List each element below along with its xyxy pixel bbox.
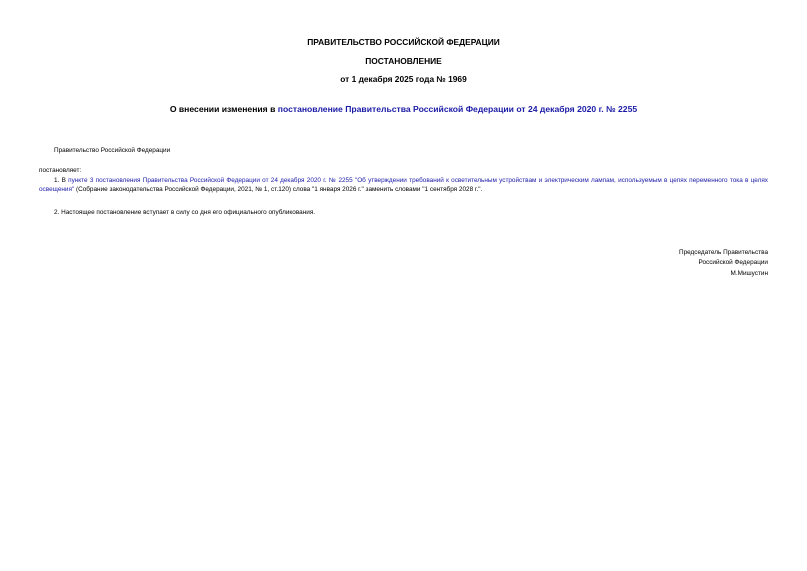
signature-position-line-2: Российской Федерации [698,259,768,266]
paragraph-2: 2. Настоящее постановление вступает в силу со дня его официального опубликования. [54,209,316,216]
document-type: ПОСТАНОВЛЕНИЕ [365,56,442,66]
government-header: ПРАВИТЕЛЬСТВО РОССИЙСКОЙ ФЕДЕРАЦИИ [307,37,500,47]
title-prefix: О внесении изменения в [169,104,278,114]
paragraph-1-suffix: (Собрание законодательства Российской Федерации, 2021, № 1, ст.120) слова "1 января 2026 г." заменить словами "1 сентября 2028 г.". [74,186,483,193]
paragraph-1-link[interactable]: пункте 3 постановления Правительства Российской Федерации от 24 декабря 2020 г. № 2255 "Об утверждении требований к осветительным устройствам и электрическим лампам, используемым в цепях переменного тока в целях освещения" [39,177,768,193]
issuer-line: Правительство Российской Федерации [54,147,171,154]
decrees-line: постановляет: [39,167,82,174]
signature-position-line-1: Председатель Правительства [679,249,768,256]
paragraph-1 [39,176,768,194]
signature-name: М.Мишустин [730,270,768,277]
title-link[interactable]: постановление Правительства Российской Федерации от 24 декабря 2020 г. № 2255 [277,104,638,114]
document-date-number: от 1 декабря 2025 года № 1969 [340,74,467,84]
paragraph-1-prefix: 1. В [54,177,69,184]
document-title [0,104,807,114]
